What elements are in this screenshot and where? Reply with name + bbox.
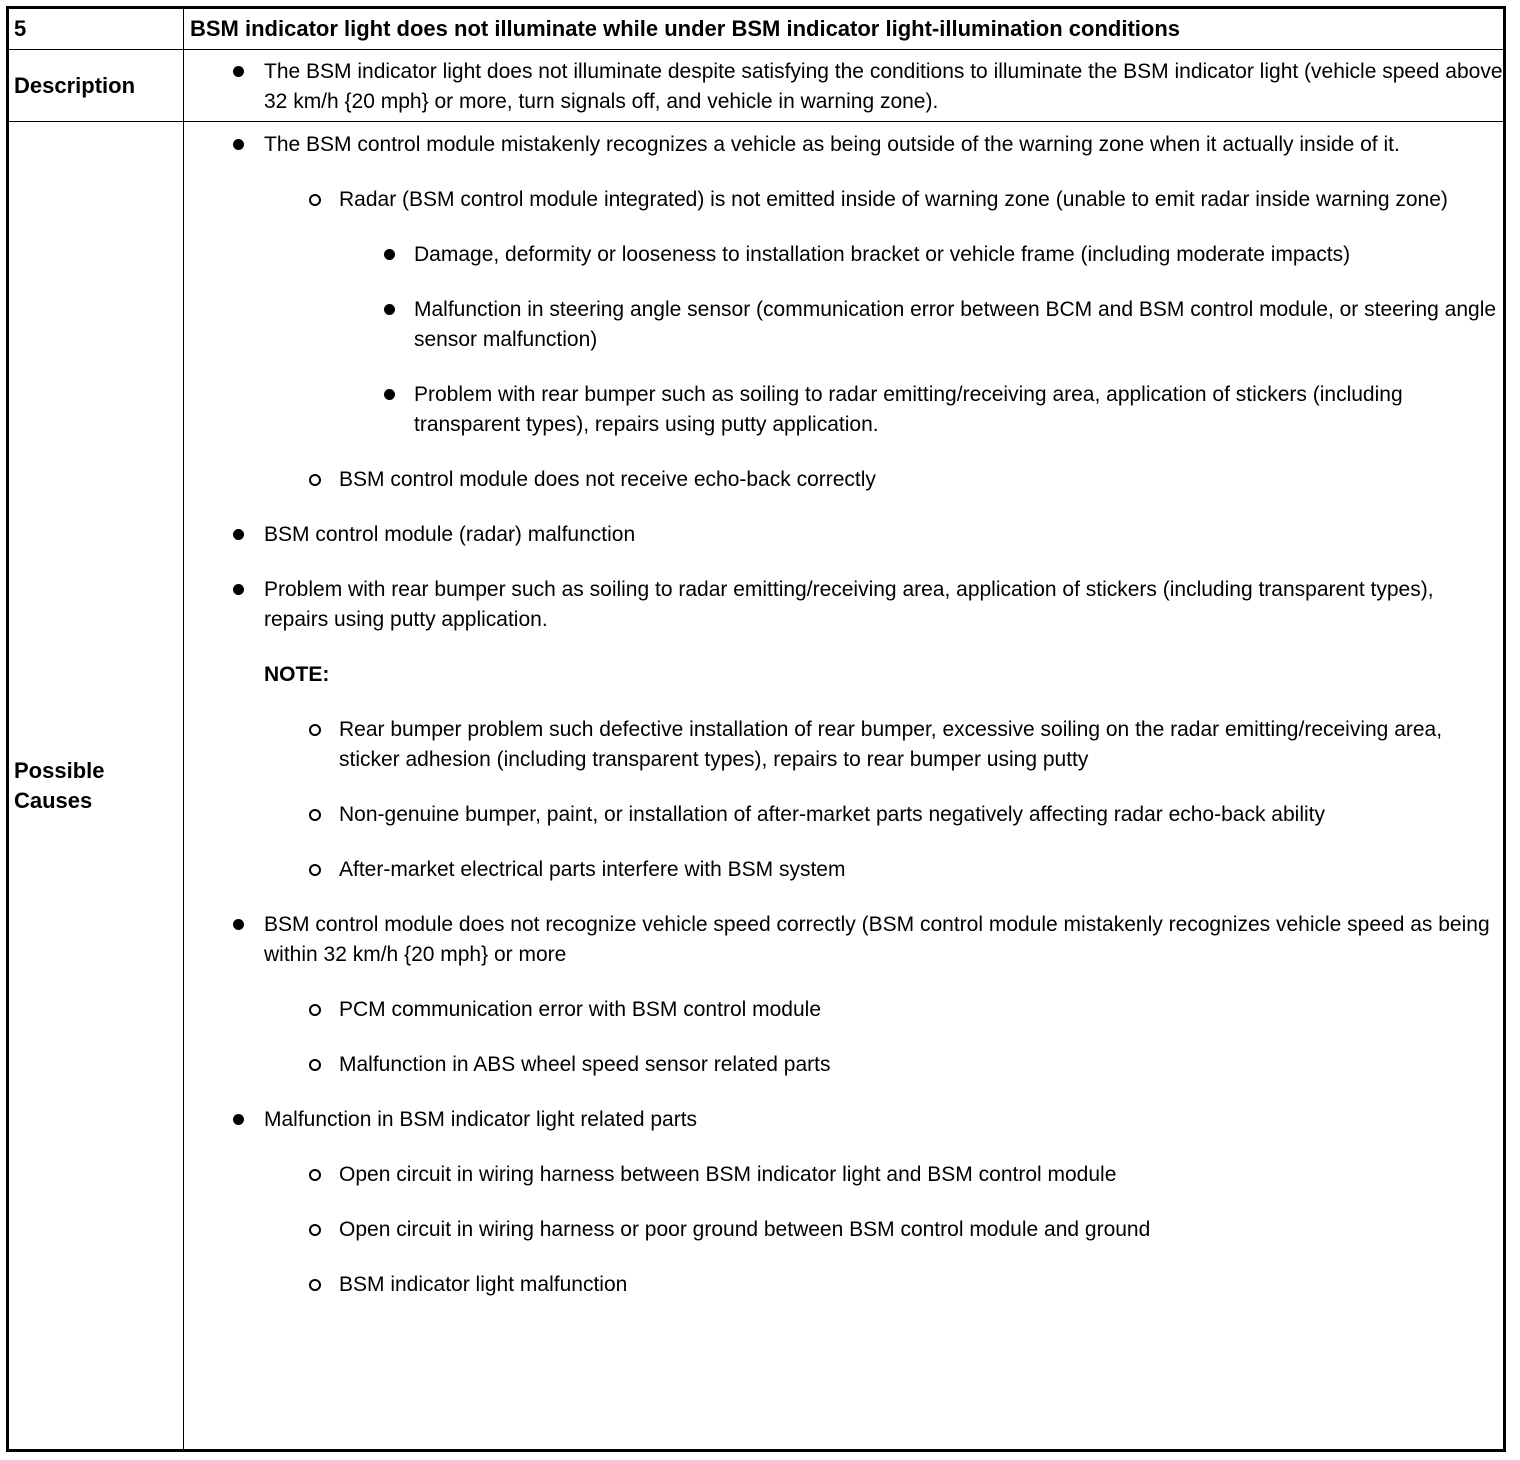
causes-list bbox=[184, 130, 1503, 1300]
sub-cause-item: BSM indicator light malfunction bbox=[264, 1270, 1503, 1300]
detail-list bbox=[339, 240, 1503, 440]
sub-cause-item bbox=[264, 185, 1503, 440]
possible-causes-label-line1: Possible bbox=[14, 757, 105, 783]
cause-item bbox=[184, 1105, 1503, 1300]
sub-cause-list bbox=[339, 1160, 1503, 1300]
note-item: Rear bumper problem such defective installation of rear bumper, excessive soiling on the radar emitting/receiving area, sticker adhesion (including transparent types), repairs to rear bumper using putty bbox=[264, 715, 1503, 775]
note-list bbox=[339, 715, 1503, 885]
possible-causes-label bbox=[8, 122, 184, 1451]
detail-item: Malfunction in steering angle sensor (communication error between BCM and BSM control module, or steering angle sensor malfunction) bbox=[339, 295, 1503, 355]
header-row bbox=[8, 8, 1505, 50]
detail-item: Problem with rear bumper such as soiling to radar emitting/receiving area, application of stickers (including transparent types), repairs using putty application. bbox=[339, 380, 1503, 440]
sub-cause-text: Radar (BSM control module integrated) is not emitted inside of warning zone (unable to emit radar inside warning zone) bbox=[339, 188, 1448, 211]
sub-cause-item: PCM communication error with BSM control module bbox=[264, 995, 1503, 1025]
cause-item: BSM control module (radar) malfunction bbox=[184, 520, 1503, 550]
sub-cause-item: Open circuit in wiring harness or poor ground between BSM control module and ground bbox=[264, 1215, 1503, 1245]
item-title: BSM indicator light does not illuminate while under BSM indicator light-illumination conditions bbox=[184, 8, 1505, 50]
detail-item: Damage, deformity or looseness to installation bracket or vehicle frame (including moderate impacts) bbox=[339, 240, 1503, 270]
possible-causes-label-line2: Causes bbox=[14, 787, 93, 813]
description-row bbox=[8, 50, 1505, 122]
sub-cause-list bbox=[339, 185, 1503, 495]
diagnostic-table bbox=[6, 6, 1506, 1452]
causes-content bbox=[184, 122, 1505, 1451]
sub-cause-item: Malfunction in ABS wheel speed sensor related parts bbox=[264, 1050, 1503, 1080]
cause-text: The BSM control module mistakenly recognizes a vehicle as being outside of the warning zone when it actually inside of it. bbox=[264, 133, 1400, 156]
note-label: NOTE: bbox=[264, 663, 330, 686]
note-item: After-market electrical parts interfere with BSM system bbox=[264, 855, 1503, 885]
description-item: The BSM indicator light does not illuminate despite satisfying the conditions to illuminate the BSM indicator light (vehicle speed above 32 km/h {20 mph} or more, turn signals off, and vehicle in warning zone). bbox=[184, 57, 1503, 117]
sub-cause-item: BSM control module does not receive echo-back correctly bbox=[264, 465, 1503, 495]
note-item: Non-genuine bumper, paint, or installation of after-market parts negatively affecting radar echo-back ability bbox=[264, 800, 1503, 830]
causes-row bbox=[8, 122, 1505, 1451]
cause-text: Problem with rear bumper such as soiling to radar emitting/receiving area, application of stickers (including transparent types), repairs using putty application. bbox=[264, 578, 1434, 631]
description-content bbox=[184, 50, 1505, 122]
cause-item bbox=[184, 130, 1503, 495]
sub-cause-list bbox=[339, 995, 1503, 1080]
description-label: Description bbox=[8, 50, 184, 122]
cause-text: BSM control module does not recognize vehicle speed correctly (BSM control module mistakenly recognizes vehicle speed as being within 32 km/h {20 mph} or more bbox=[264, 913, 1490, 966]
item-number: 5 bbox=[8, 8, 184, 50]
cause-item bbox=[184, 910, 1503, 1080]
sub-cause-item: Open circuit in wiring harness between BSM indicator light and BSM control module bbox=[264, 1160, 1503, 1190]
cause-item bbox=[184, 575, 1503, 885]
description-list bbox=[184, 57, 1503, 117]
cause-text: Malfunction in BSM indicator light related parts bbox=[264, 1108, 698, 1131]
